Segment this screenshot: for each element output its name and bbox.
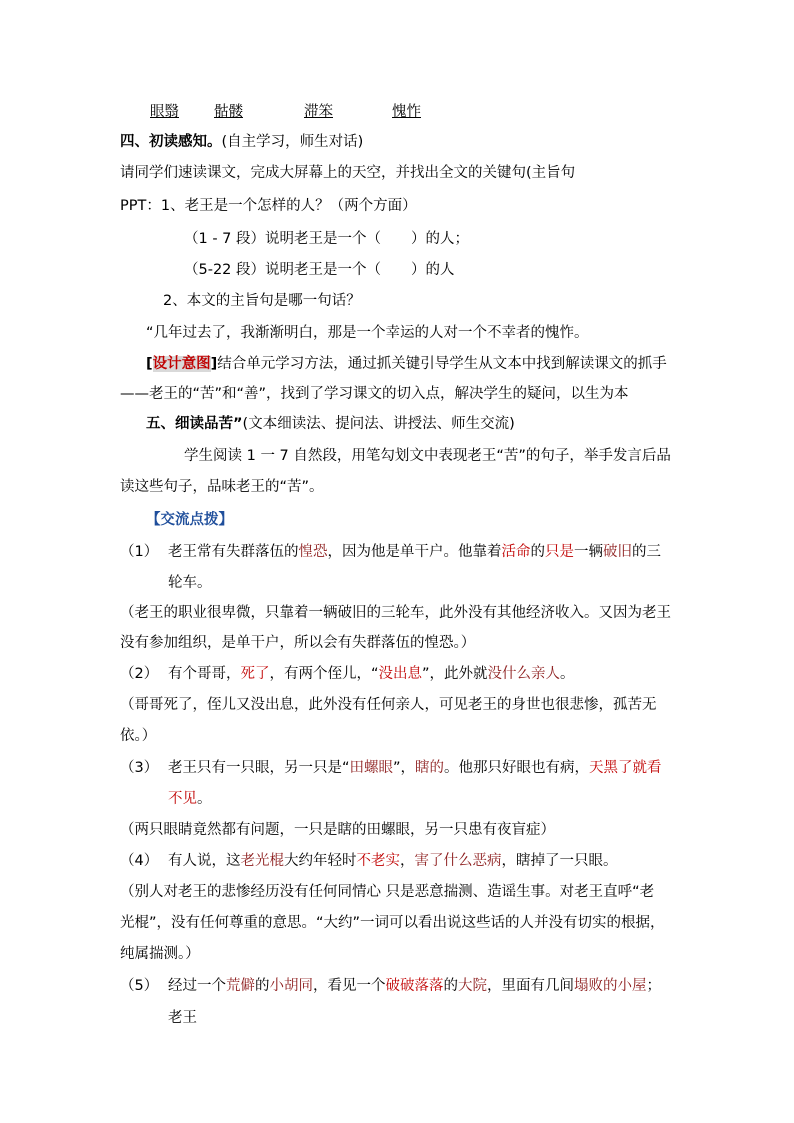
item-note: 依。） <box>120 728 157 744</box>
highlight-text: 荒僻 <box>226 978 255 994</box>
question-text: ）的人 <box>411 262 455 278</box>
design-intent-label: 设计意图 <box>152 356 211 372</box>
item-number: （3） <box>120 760 159 776</box>
design-intent-text: 结合单元学习方法，通过抓关键引导学生从文本中找到解读课文的抓手 <box>217 356 667 372</box>
item-number: （1） <box>120 544 159 560</box>
word-item: 愧怍 <box>392 104 421 120</box>
ppt-question-1 <box>120 196 417 216</box>
item-text: ，因为他是单干户。他靠着 <box>327 544 502 560</box>
item-text: 大约年轻时 <box>284 853 357 869</box>
item-continuation: 轮车。 <box>168 575 212 591</box>
highlight-text: 天黑了就看 <box>589 760 662 776</box>
item-text: 一辆 <box>574 544 603 560</box>
item-continuation <box>168 789 212 809</box>
list-item <box>120 542 661 562</box>
question-1a <box>184 229 469 249</box>
item-note: （别人对老王的悲惨经历没有任何同情心 只是恶意揣测、造谣生事。对老王直呼“老 <box>120 884 655 900</box>
item-note: （两只眼睛竟然都有问题，一只是瞎的田螺眼，另一只患有夜盲症） <box>120 822 555 838</box>
item-text: 的三 <box>632 544 661 560</box>
highlight-text: 小胡同 <box>269 978 313 994</box>
list-item <box>120 851 618 871</box>
question-text: 1、老王是一个怎样的人？（两个方面） <box>160 198 417 214</box>
highlight-text: 塌败的小屋 <box>574 978 647 994</box>
section-method: (文本细读法、提问法、讲授法、师生交流) <box>242 416 515 432</box>
list-item <box>120 758 662 778</box>
item-text: ，看见一个 <box>313 978 386 994</box>
question-text: （1 - 7 段）说明老王是一个（ <box>184 231 382 247</box>
highlight-text: 惶恐 <box>298 544 328 560</box>
bracket: ] <box>210 356 218 372</box>
item-text: 老王常有失群落伍的 <box>168 544 299 560</box>
bracket: [ <box>146 356 153 372</box>
thesis-quote: “几年过去了，我渐渐明白，那是一个幸运的人对一个不幸者的愧怍。 <box>146 325 589 341</box>
highlight-text: 没出息 <box>378 666 423 682</box>
section-title: 五、细读品苦” <box>146 416 243 432</box>
item-number: （5） <box>120 978 159 994</box>
item-text: ，有两个侄儿，“ <box>269 666 379 682</box>
highlight-text: 破旧 <box>603 544 632 560</box>
highlight-text: 不见 <box>168 791 197 807</box>
word-item: 骷髅 <box>214 104 243 120</box>
highlight-text: 活命 <box>501 544 531 560</box>
question-2: 2、本文的主旨句是哪一句话？ <box>163 293 361 309</box>
highlight-text: 老光棍 <box>240 853 284 869</box>
item-text: 。 <box>197 791 212 807</box>
item-text: 老王只有一只眼，另一只是“ <box>168 760 350 776</box>
item-number: （2） <box>120 666 159 682</box>
highlight-text: 田螺眼 <box>349 760 394 776</box>
list-item <box>120 976 661 996</box>
question-text: （5-22 段）说明老王是一个（ <box>184 262 382 278</box>
item-text: ，里面有几间 <box>487 978 574 994</box>
section-title: 四、初读感知。 <box>120 134 222 150</box>
design-intent-line <box>146 354 667 374</box>
section-4-heading <box>120 132 363 152</box>
item-number: （4） <box>120 853 159 869</box>
paragraph: 学生阅读 1 一 7 自然段，用笔勾划文中表现老王“苦”的句子，举手发言后品 <box>184 448 671 464</box>
word-item: 眼翳 <box>150 104 179 120</box>
paragraph: 请同学们速读课文，完成大屏幕上的天空，并找出全文的关键句(主旨句 <box>120 165 576 181</box>
highlight-text: 害了什么恶病 <box>414 853 502 869</box>
highlight-text: 死了 <box>240 666 270 682</box>
ppt-label: PPT： <box>120 198 161 214</box>
item-text: ； <box>646 978 661 994</box>
item-text: 经过一个 <box>168 978 226 994</box>
design-intent-tag <box>146 356 217 372</box>
section-5-heading <box>146 414 515 434</box>
exchange-label: 【交流点拨】 <box>146 512 233 528</box>
item-text: ”， <box>393 760 416 776</box>
item-text: ，瞎掉了一只眼。 <box>501 853 618 869</box>
item-text: 的 <box>530 544 545 560</box>
item-text: 的 <box>255 978 270 994</box>
item-text: 。 <box>560 666 575 682</box>
highlight-text: 不老实 <box>356 853 400 869</box>
highlight-text: 破破落落 <box>385 978 444 994</box>
item-note: （老王的职业很卑微，只靠着一辆破旧的三轮车，此外没有其他经济收入。又因为老王 <box>120 605 671 621</box>
highlight-text: 没什么亲人 <box>487 666 561 682</box>
section-method: (自主学习，师生对话) <box>221 134 364 150</box>
highlight-text: 瞎的 <box>415 760 445 776</box>
item-note: 光棍”，没有任何尊重的意思。“大约”一词可以看出说这些话的人并没有切实的根据， <box>120 915 665 931</box>
highlight-text: 大院 <box>458 978 487 994</box>
item-note: 没有参加组织，是单干户，所以会有失群落伍的惶恐。） <box>120 635 476 651</box>
item-note: （哥哥死了，侄儿又没出息，此外没有任何亲人，可见老王的身世也很悲惨，孤苦无 <box>120 697 657 713</box>
highlight-text: 只是 <box>545 544 574 560</box>
item-text: 。他那只好眼也有病， <box>444 760 590 776</box>
word-item: 滞笨 <box>304 104 333 120</box>
item-text: ”，此外就 <box>422 666 488 682</box>
list-item <box>120 664 575 684</box>
item-note: 纯属揣测。） <box>120 946 200 962</box>
question-1b <box>184 260 455 280</box>
item-continuation: 老王 <box>168 1010 197 1026</box>
design-intent-text: ——老王的“苦”和“善”，找到了学习课文的切入点，解决学生的疑问，以生为本 <box>120 386 629 402</box>
item-text: 的 <box>443 978 458 994</box>
paragraph: 读这些句子，品味老王的“苦”。 <box>120 479 324 495</box>
item-text: ， <box>400 853 415 869</box>
item-text: 有个哥哥， <box>168 666 241 682</box>
item-text: 有人说，这 <box>168 853 241 869</box>
question-text: ）的人； <box>411 231 470 247</box>
